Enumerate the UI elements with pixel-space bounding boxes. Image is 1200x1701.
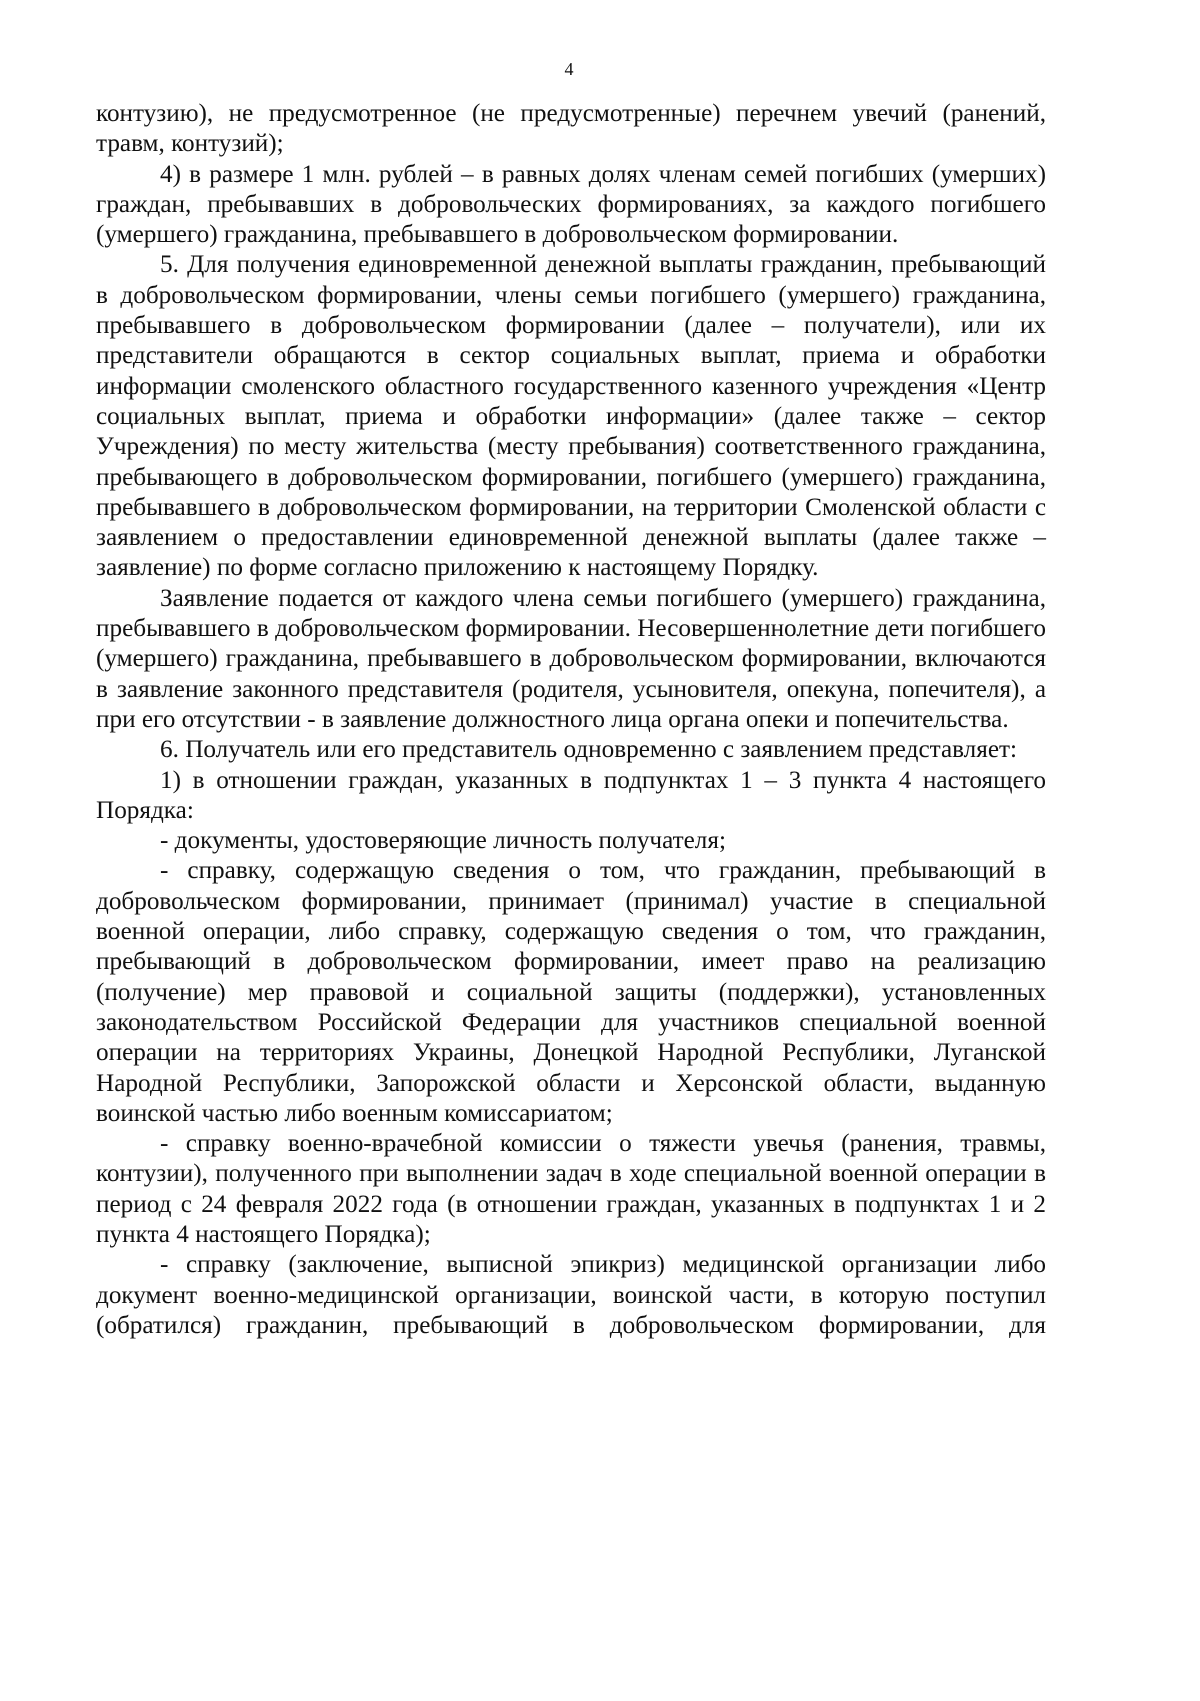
paragraph: 6. Получатель или его представитель одновременно с заявлением представляет: xyxy=(160,736,1018,764)
document-body xyxy=(96,99,1046,1341)
paragraph: 1) в отношении граждан, указанных в подпунктах 1 – 3 пункта 4 настоящего Порядка: xyxy=(96,766,1046,824)
paragraph: - справку военно-врачебной комиссии о тяжести увечья (ранения, травмы, контузии), полученного при выполнении задач в ходе специальной военной операции в период с 24 февраля 2022 года (в отношении граждан, указанных в подпунктах 1 и 2 пункта 4 настоящего Порядка); xyxy=(96,1130,1046,1248)
paragraph: Заявление подается от каждого члена семьи погибшего (умершего) гражданина, пребывавшего в добровольческом формировании. Несовершеннолетние дети погибшего (умершего) гражданина, пребывавшего в добровольческом формировании, включаются в заявление законного представителя (родителя, усыновителя, опекуна, попечителя), а при его отсутствии - в заявление должностного лица органа опеки и попечительства. xyxy=(96,584,1046,733)
page-number: 4 xyxy=(564,59,574,79)
paragraph: 5. Для получения единовременной денежной выплаты гражданин, пребывающий в добровольческом формировании, члены семьи погибшего (умершего) гражданина, пребывавшего в добровольческом формировании (далее – получатели), или их представители обращаются в сектор социальных выплат, приема и обработки информации смоленского областного государственного казенного учреждения «Центр социальных выплат, приема и обработки информации» (далее также – сектор Учреждения) по месту жительства (месту пребывания) соответственного гражданина, пребывающего в добровольческом формировании, погибшего (умершего) гражданина, пребывавшего в добровольческом формировании, на территории Смоленской области с заявлением о предоставлении единовременной денежной выплаты (далее также – заявление) по форме согласно приложению к настоящему Порядку. xyxy=(96,251,1046,582)
paragraph: - справку (заключение, выписной эпикриз) медицинской организации либо документ военно-медицинской организации, воинской части, в которую поступил (обратился) гражданин, пребывающий в добровольческом формировании, для xyxy=(96,1251,1046,1339)
paragraph: 4) в размере 1 млн. рублей – в равных долях членам семей погибших (умерших) граждан, пребывавших в добровольческих формированиях, за каждого погибшего (умершего) гражданина, пребывавшего в добровольческом формировании. xyxy=(96,160,1046,249)
paragraph: контузию), не предусмотренное (не предусмотренные) перечнем увечий (ранений, травм, контузий); xyxy=(96,100,1046,158)
paragraph: - документы, удостоверяющие личность получателя; xyxy=(160,827,726,855)
paragraph: - справку, содержащую сведения о том, что гражданин, пребывающий в добровольческом формировании, принимает (принимал) участие в специальной военной операции, либо справку, содержащую сведения о том, что гражданин, пребывающий в добровольческом формировании, имеет право на реализацию (получение) мер правовой и социальной защиты (поддержки), установленных законодательством Российской Федерации для участников специальной военной операции на территориях Украины, Донецкой Народной Республики, Луганской Народной Республики, Запорожской области и Херсонской области, выданную воинской частью либо военным комиссариатом; xyxy=(96,857,1046,1127)
